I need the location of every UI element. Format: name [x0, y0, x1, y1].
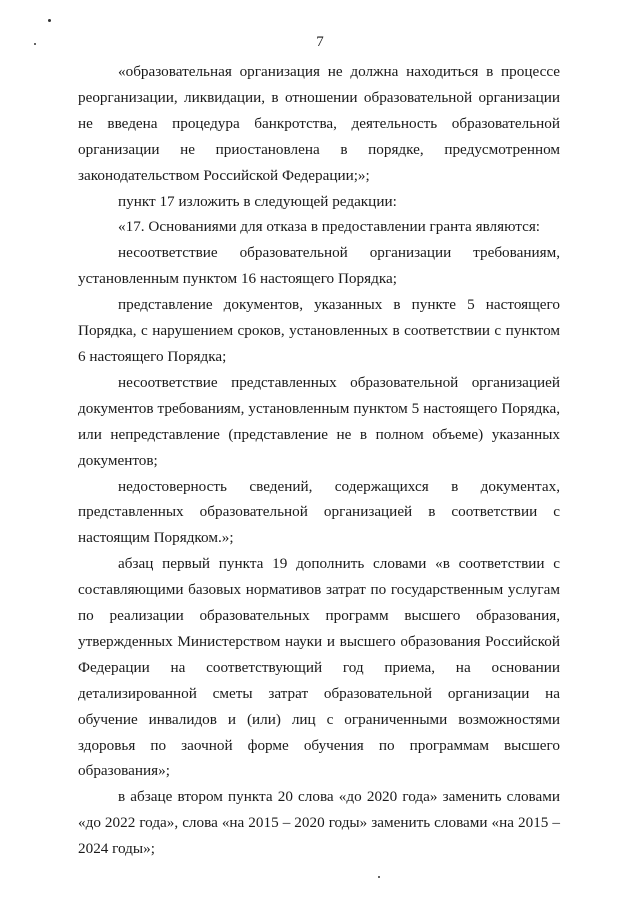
paragraph: несоответствие представленных образовательной организацией документов требованиям, установленным пунктом 5 настоящего Порядка, или непредставление (представление не в полном объеме) указанных документов;	[78, 373, 560, 469]
paragraph: «17. Основаниями для отказа в предоставлении гранта являются:	[118, 218, 541, 236]
page-number: 7	[316, 34, 324, 50]
document-body	[78, 59, 560, 862]
paragraph: «образовательная организация не должна находиться в процессе реорганизации, ликвидации, в отношении образовательной организации не введена процедура банкротства, деятельность образовательной организации не приостановлена в порядке, предусмотренном законодательством Российской Федерации;»;	[78, 63, 560, 184]
paragraph: недостоверность сведений, содержащихся в документах, представленных образовательной организацией в соответствии с настоящим Порядком.»;	[78, 477, 560, 547]
paragraph: пункт 17 изложить в следующей редакции:	[118, 192, 397, 210]
scan-speck	[378, 876, 380, 878]
paragraph: несоответствие образовательной организации требованиям, установленным пунктом 16 настоящего Порядка;	[78, 244, 560, 288]
paragraph: в абзаце втором пункта 20 слова «до 2020 года» заменить словами «до 2022 года», слова «на 2015 – 2020 годы» заменить словами «на 2015 – 2024 годы»;	[78, 788, 560, 858]
scan-speck	[48, 19, 51, 22]
paragraph: представление документов, указанных в пункте 5 настоящего Порядка, с нарушением сроков, установленных в соответствии с пунктом 6 настоящего Порядка;	[78, 296, 560, 365]
paragraph: абзац первый пункта 19 дополнить словами «в соответствии с составляющими базовых нормативов затрат по государственным услугам по реализации образовательных программ высшего образования, утвержденных Министерством науки и высшего образования Российской Федерации на соответствующий год приема, на основании детализированной сметы затрат образовательной организации на обучение инвалидов и (или) лиц с ограниченными возможностями здоровья по заочной форме обучения по программам высшего образования»;	[78, 555, 560, 780]
